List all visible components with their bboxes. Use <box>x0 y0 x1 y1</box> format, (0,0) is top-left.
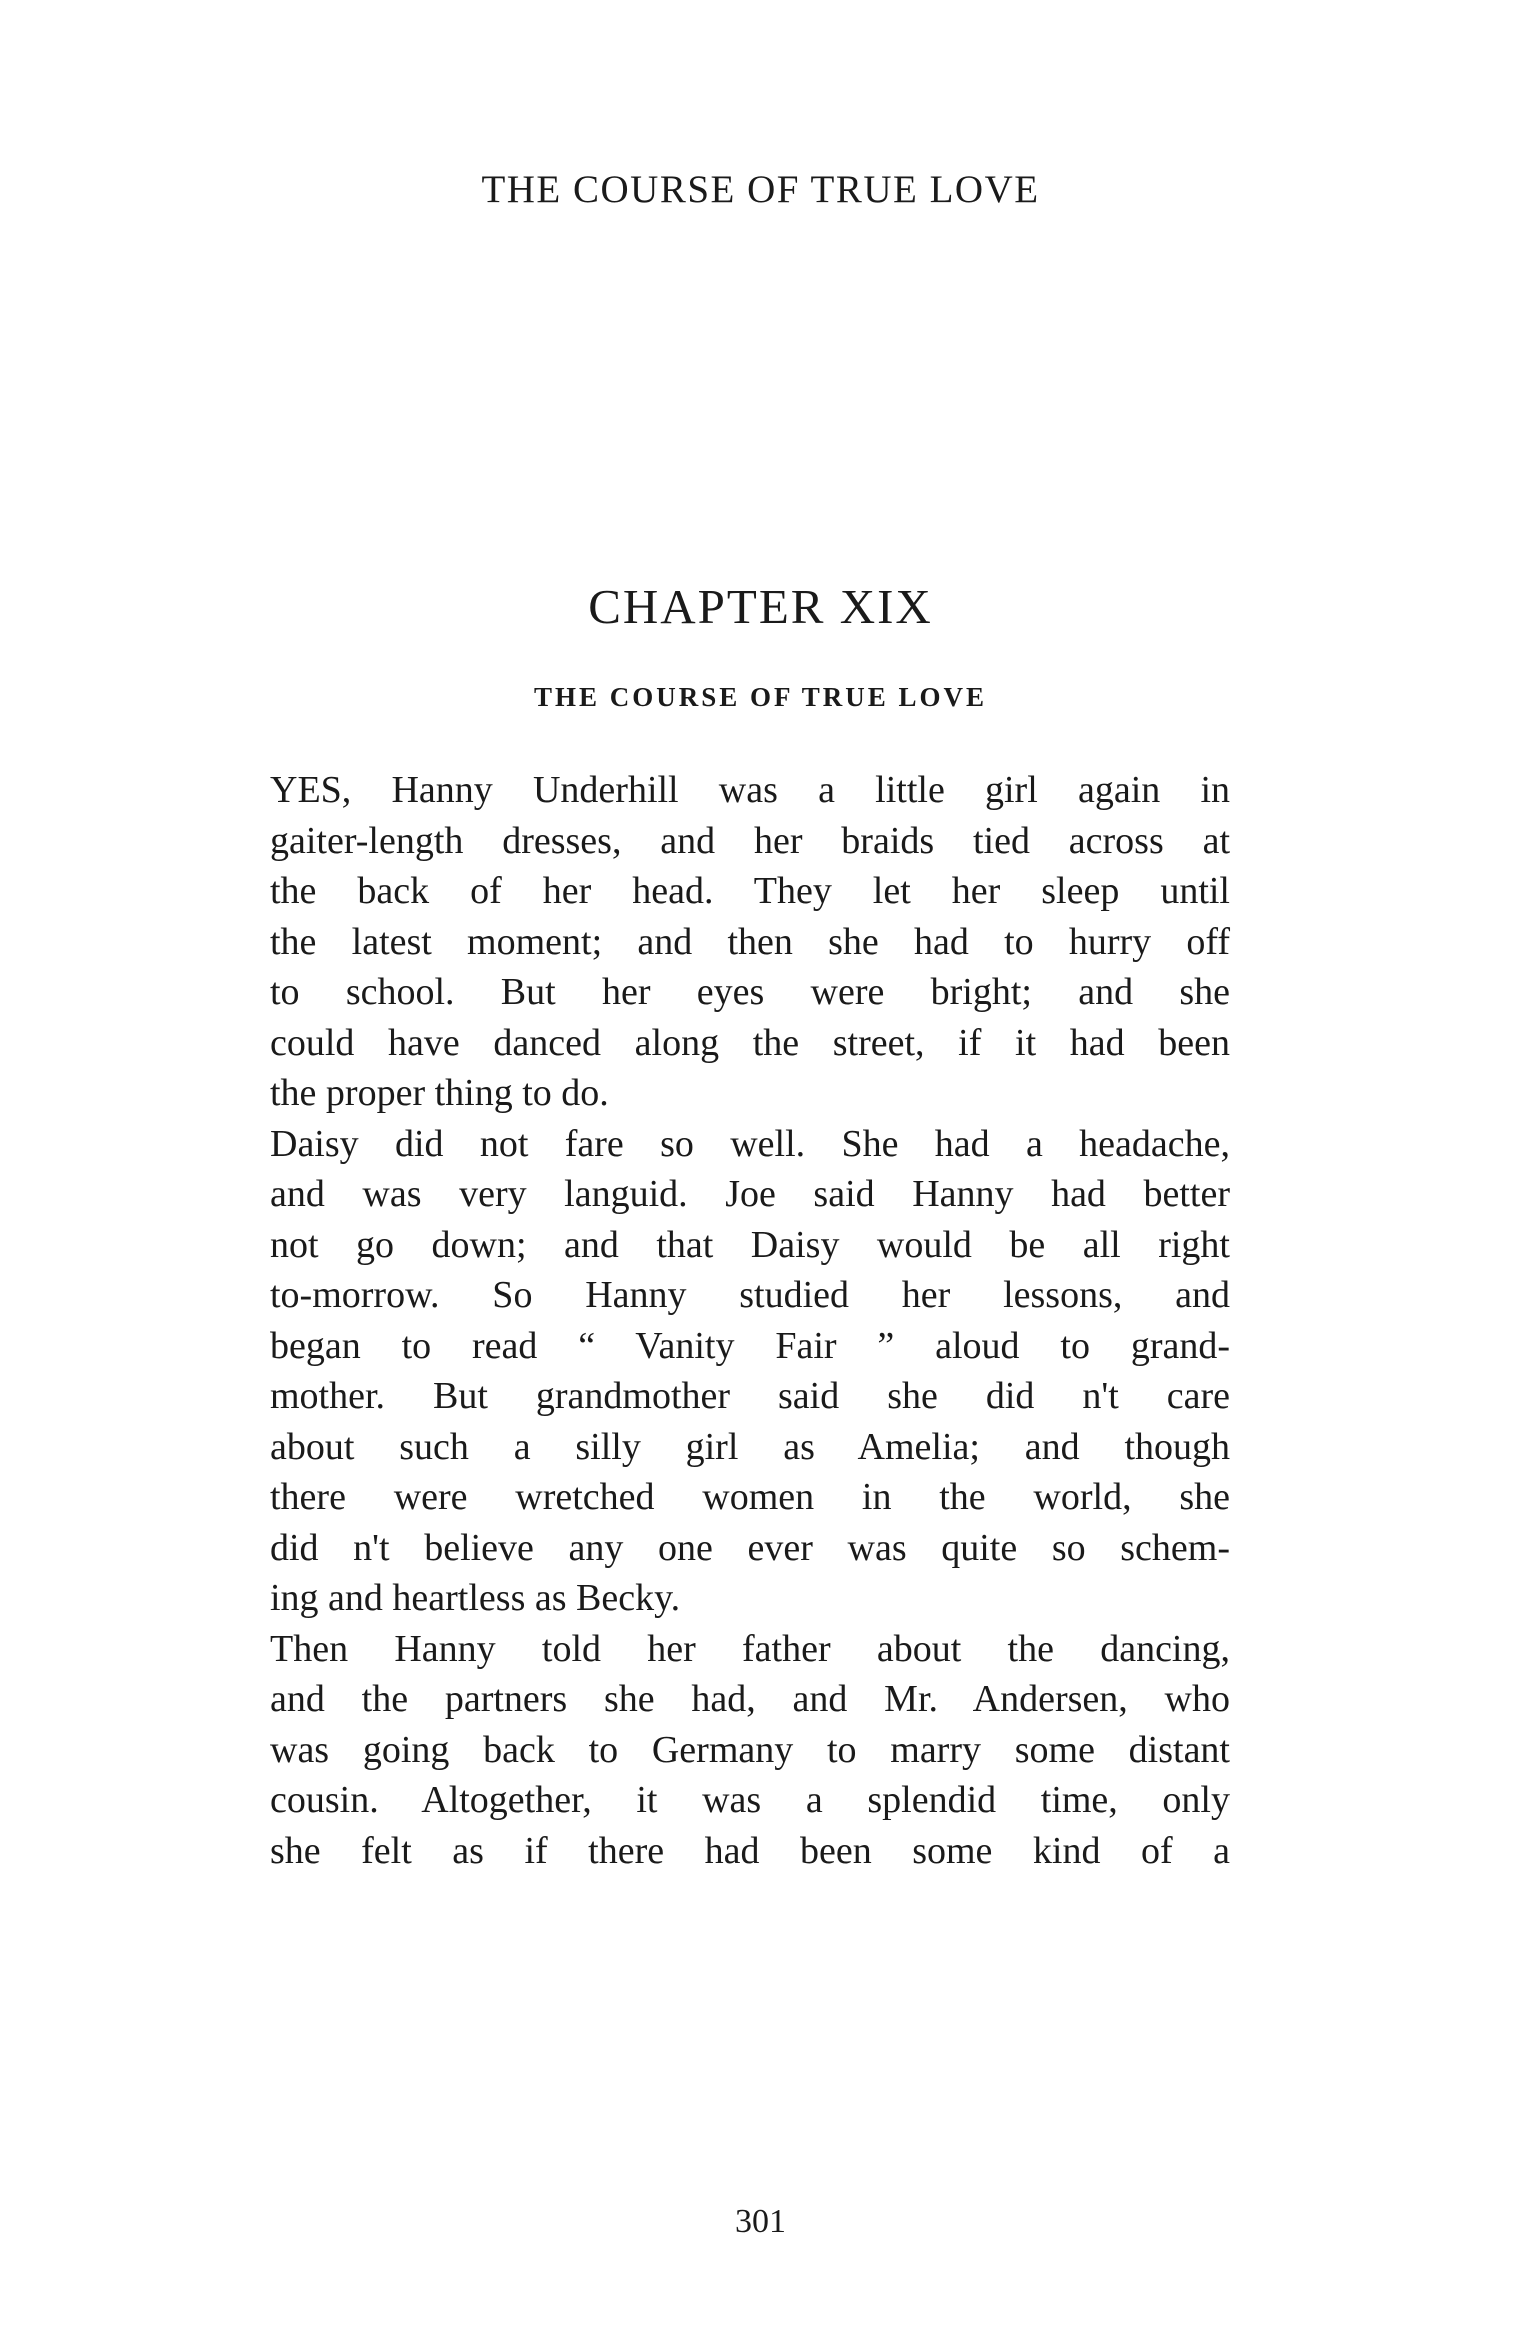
text-line: not go down; and that Daisy would be all right <box>270 1223 1230 1266</box>
text-line: about such a silly girl as Amelia; and though <box>270 1425 1230 1468</box>
text-line: was going back to Germany to marry some distant <box>270 1728 1230 1771</box>
text-line: and the partners she had, and Mr. Andersen, who <box>270 1678 1230 1720</box>
page-number: 301 <box>735 2203 786 2240</box>
text-line: and was very languid. Joe said Hanny had better <box>270 1173 1230 1215</box>
text-line: YES, Hanny Underhill was a little girl again in <box>270 769 1230 811</box>
text-line: to school. But her eyes were bright; and she <box>270 971 1230 1013</box>
body-text <box>270 765 1230 1876</box>
chapter-title: THE COURSE OF TRUE LOVE <box>533 682 988 712</box>
text-line: to-morrow. So Hanny studied her lessons, and <box>270 1274 1230 1316</box>
text-line: the latest moment; and then she had to hurry off <box>270 920 1230 963</box>
text-line: the proper thing to do. <box>270 1072 609 1114</box>
text-line: mother. But grandmother said she did n't care <box>270 1375 1230 1417</box>
text-line: the back of her head. They let her sleep until <box>270 870 1230 912</box>
chapter-number: CHAPTER XIX <box>588 579 933 634</box>
text-line: ing and heartless as Becky. <box>270 1577 681 1619</box>
text-line: gaiter-length dresses, and her braids tied across at <box>270 819 1230 862</box>
text-line: cousin. Altogether, it was a splendid time, only <box>270 1779 1230 1821</box>
running-head: THE COURSE OF TRUE LOVE <box>481 168 1040 211</box>
text-line: could have danced along the street, if it had been <box>270 1021 1230 1064</box>
text-line: did n't believe any one ever was quite so schem- <box>270 1526 1230 1569</box>
text-line: there were wretched women in the world, she <box>270 1476 1230 1518</box>
text-line: she felt as if there had been some kind of a <box>270 1829 1230 1872</box>
text-line: Then Hanny told her father about the dancing, <box>270 1627 1230 1670</box>
text-line: began to read “ Vanity Fair ” aloud to grand- <box>270 1324 1230 1367</box>
text-line: Daisy did not fare so well. She had a headache, <box>270 1122 1230 1165</box>
